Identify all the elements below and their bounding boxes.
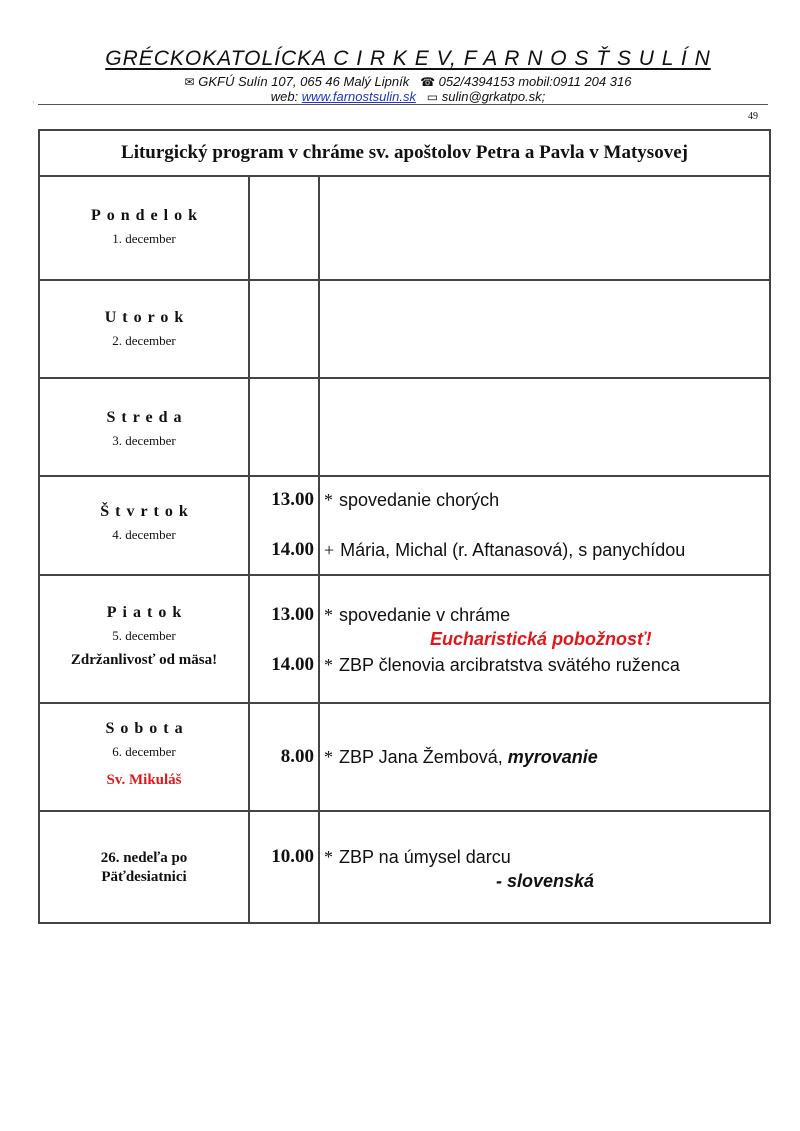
event-cell bbox=[319, 476, 770, 575]
day-date: 4. december bbox=[112, 527, 176, 542]
day-cell bbox=[39, 703, 249, 811]
event-cell bbox=[319, 575, 770, 703]
day-cell bbox=[39, 811, 249, 923]
program-title: Liturgický program v chráme sv. apoštolov Petra a Pavla v Matysovej bbox=[39, 130, 770, 176]
event-cell bbox=[319, 378, 770, 476]
email: sulin@grkatpo.sk; bbox=[441, 89, 546, 104]
contact-line bbox=[0, 74, 800, 89]
event: * ZBP na úmysel darcu bbox=[324, 847, 511, 867]
computer-icon: ▭ bbox=[426, 90, 439, 104]
day-cell bbox=[39, 176, 249, 280]
table-row bbox=[39, 811, 770, 923]
time-cell bbox=[249, 575, 319, 703]
day-cell bbox=[39, 280, 249, 378]
envelope-icon: ✉ bbox=[184, 75, 195, 89]
header-divider bbox=[38, 104, 768, 105]
day-date: 3. december bbox=[112, 433, 176, 448]
time-cell bbox=[249, 378, 319, 476]
event-time: 13.00 bbox=[271, 489, 314, 510]
table-row bbox=[39, 575, 770, 703]
day-name: Päťdesiatnici bbox=[101, 869, 187, 885]
website-link[interactable]: www.farnostsulin.sk bbox=[301, 89, 416, 104]
event-time: 8.00 bbox=[280, 746, 314, 767]
phone: 052/4394153 mobil:0911 204 316 bbox=[438, 74, 632, 89]
table-row bbox=[39, 476, 770, 575]
event: + Mária, Michal (r. Aftanasová), s panychídou bbox=[324, 540, 686, 560]
day-name: Sobota bbox=[105, 720, 189, 737]
day-cell bbox=[39, 378, 249, 476]
day-name: 26. nedeľa po bbox=[100, 850, 188, 866]
event-cell bbox=[319, 280, 770, 378]
day-name: Štvrtok bbox=[100, 503, 194, 520]
event-cell bbox=[319, 176, 770, 280]
tick-mark: ' bbox=[33, 100, 35, 108]
language-note: - slovenská bbox=[496, 871, 595, 891]
time-cell bbox=[249, 811, 319, 923]
event: * ZBP Jana Žembová, myrovanie bbox=[324, 747, 598, 767]
event: * spovedanie chorých bbox=[324, 490, 500, 510]
phone-icon: ☎ bbox=[420, 75, 436, 89]
event: * spovedanie v chráme bbox=[324, 605, 511, 625]
event-time: 10.00 bbox=[271, 846, 314, 867]
event-cell bbox=[319, 703, 770, 811]
event: * ZBP členovia arcibratstva svätého ruženca bbox=[324, 655, 680, 675]
event-cell bbox=[319, 811, 770, 923]
feast-note: Sv. Mikuláš bbox=[106, 772, 182, 788]
day-date: 2. december bbox=[112, 333, 176, 348]
time-cell bbox=[249, 176, 319, 280]
page-number: 49 bbox=[748, 111, 758, 122]
day-name: Piatok bbox=[106, 604, 188, 621]
time-cell bbox=[249, 280, 319, 378]
address: GKFÚ Sulín 107, 065 46 Malý Lipník bbox=[198, 74, 410, 89]
table-row bbox=[39, 176, 770, 280]
liturgical-program-table bbox=[38, 129, 771, 924]
table-row bbox=[39, 703, 770, 811]
day-cell bbox=[39, 575, 249, 703]
time-cell bbox=[249, 703, 319, 811]
day-name: Pondelok bbox=[90, 207, 203, 224]
day-date: 6. december bbox=[112, 744, 176, 759]
day-date: 5. december bbox=[112, 628, 176, 643]
parish-title: GRÉCKOKATOLÍCKA C I R K E V, F A R N O S Ť S U L Í N bbox=[105, 47, 711, 70]
event-time: 14.00 bbox=[271, 539, 314, 560]
event-time: 14.00 bbox=[271, 654, 314, 675]
day-name: Utorok bbox=[104, 309, 190, 326]
day-date: 1. december bbox=[112, 231, 176, 246]
table-row bbox=[39, 280, 770, 378]
day-note: Zdržanlivosť od mäsa! bbox=[70, 652, 218, 668]
eucharistic-devotion-note: Eucharistická pobožnosť! bbox=[430, 629, 652, 649]
day-name: Streda bbox=[106, 409, 188, 426]
day-cell bbox=[39, 476, 249, 575]
event-time: 13.00 bbox=[271, 604, 314, 625]
web-line bbox=[0, 89, 800, 104]
time-cell bbox=[249, 476, 319, 575]
table-row bbox=[39, 378, 770, 476]
web-label: web: bbox=[270, 89, 299, 104]
